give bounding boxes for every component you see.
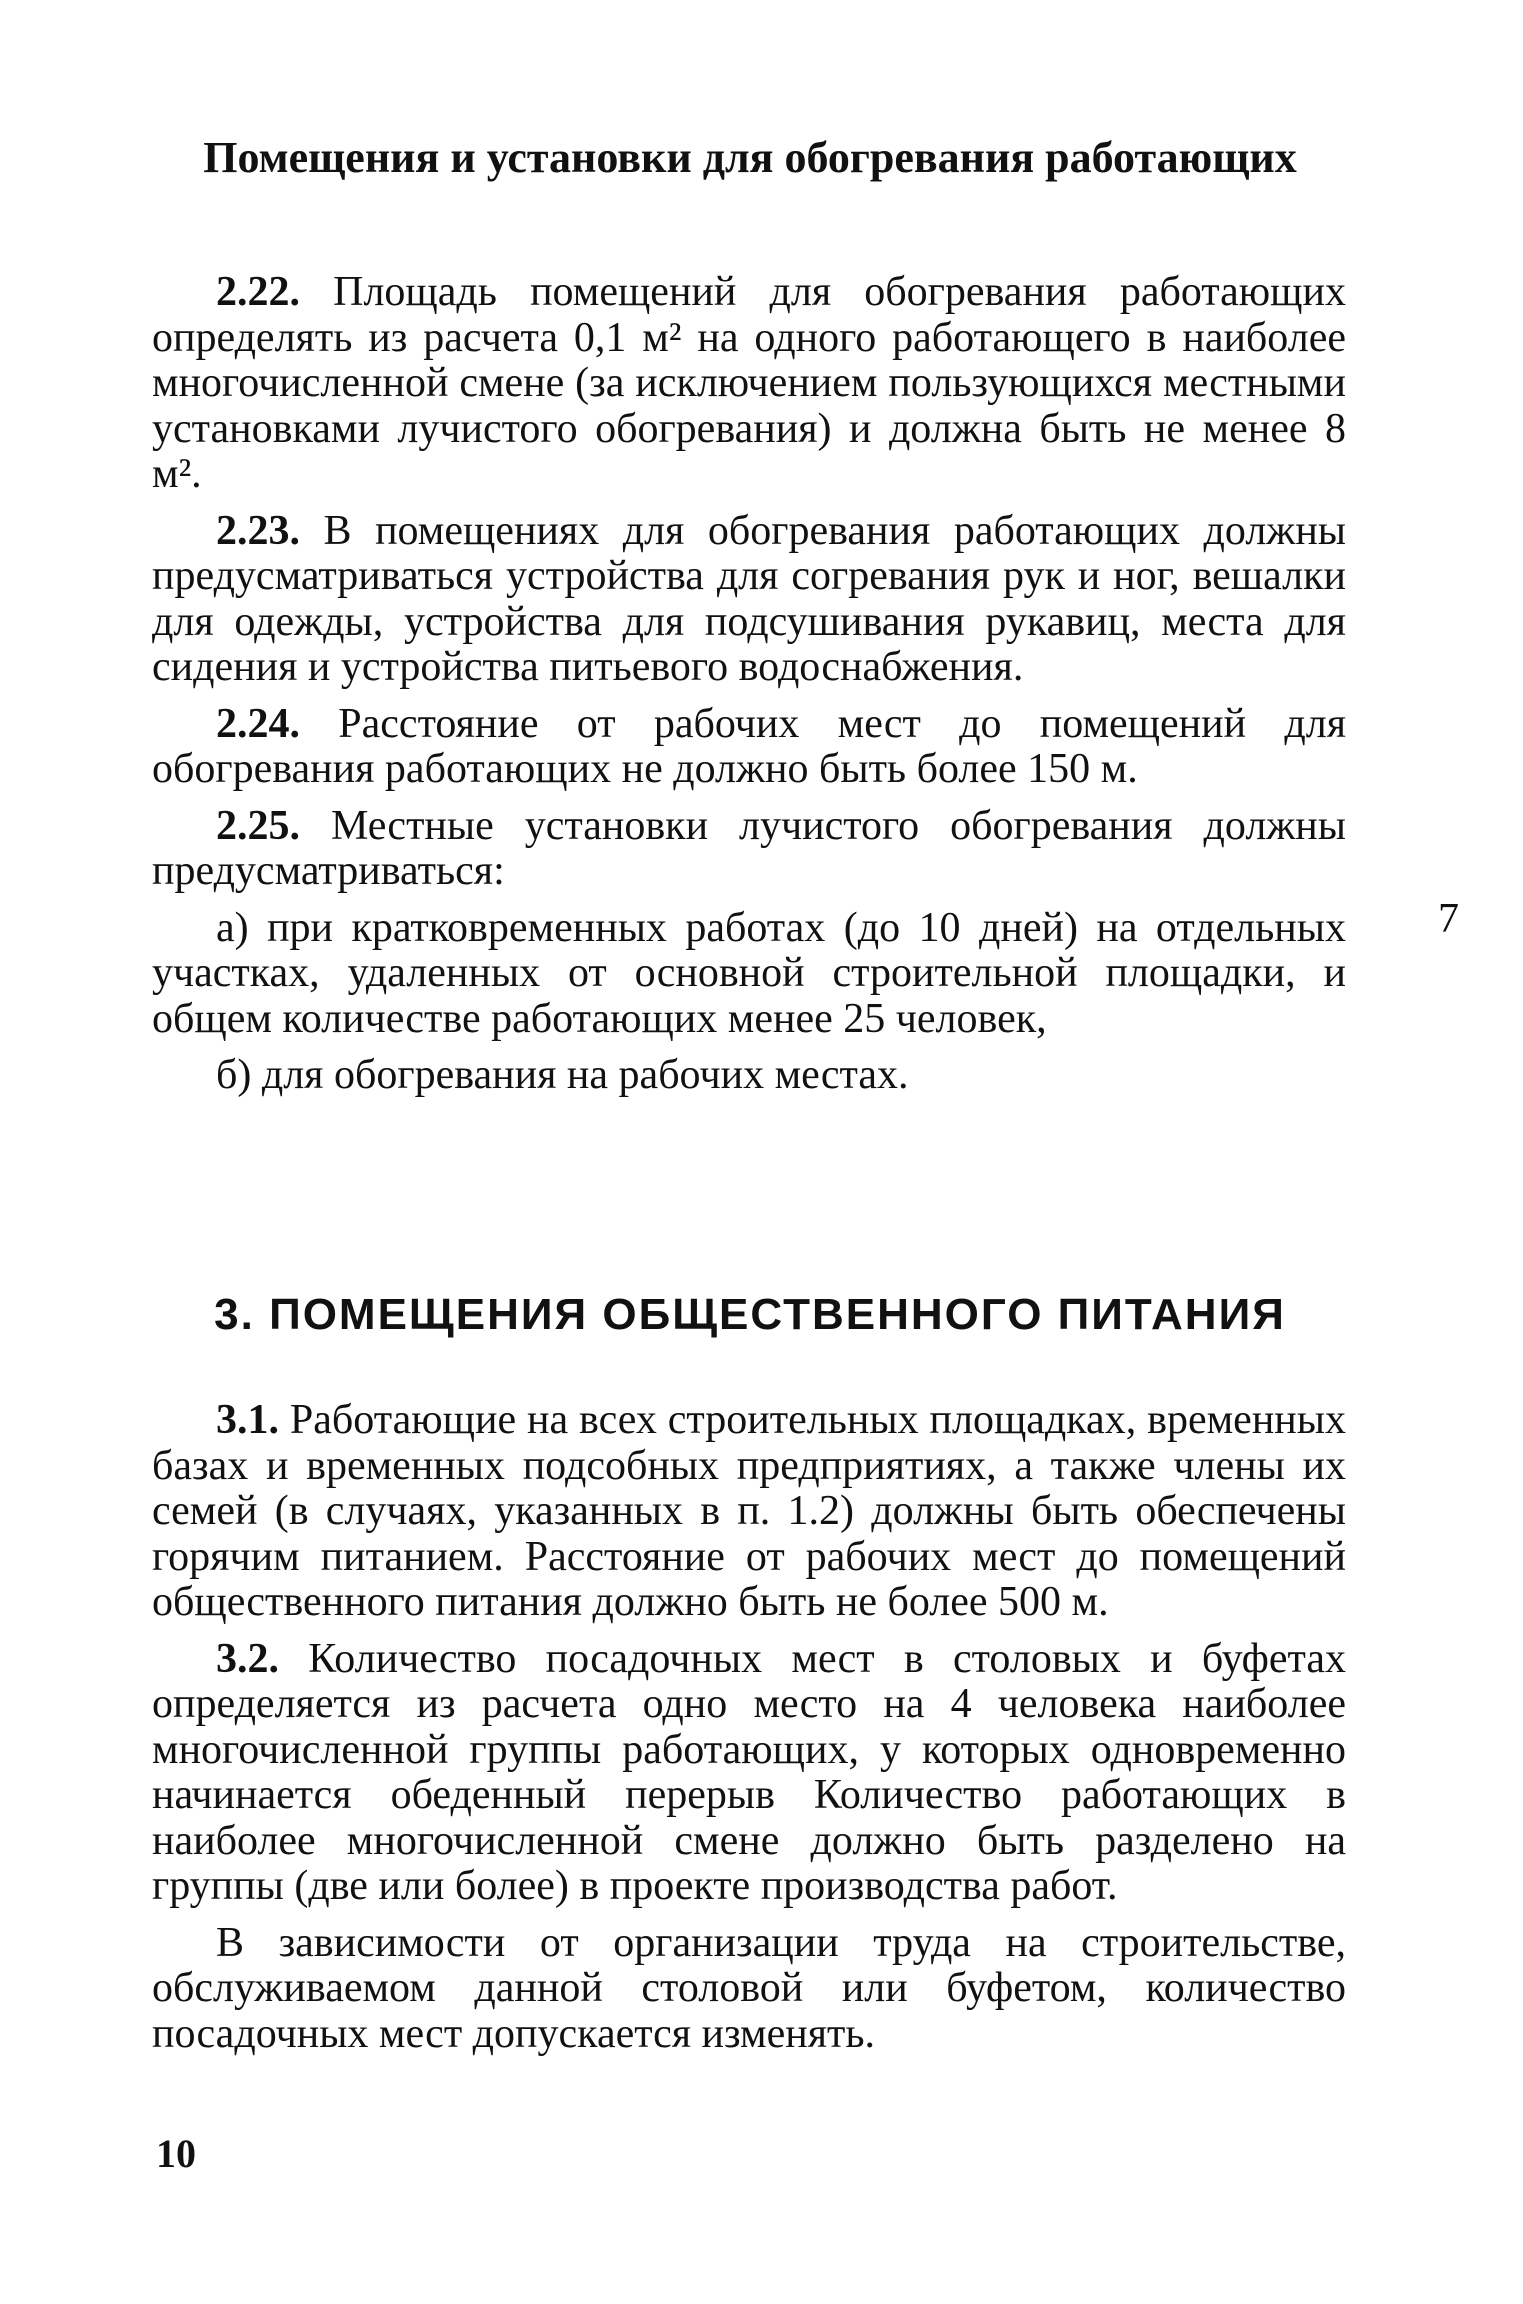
page-number: 10 bbox=[156, 2131, 196, 2176]
list-item-b: б) для обогревания на рабочих местах. bbox=[216, 1052, 909, 1098]
section-title: 3. ПОМЕЩЕНИЯ ОБЩЕСТВЕННОГО ПИТАНИЯ bbox=[214, 1290, 1286, 1339]
section1-body bbox=[152, 270, 1346, 1110]
paragraph-2-22: 2.22. Площадь помещений для обогревания работающих определять из расчета 0,1 м² на одного работающего в наиболее многочисленной смене (за исключением пользующихся местными установками лучистого обогревания) и должна быть не менее 8 м². bbox=[152, 269, 1347, 497]
paragraph-2-24: 2.24. Расстояние от рабочих мест до помещений для обогревания работающих не должно быть более 150 м. bbox=[152, 700, 1347, 792]
paragraph-3-1: 3.1. Работающие на всех строительных площадках, временных базах и временных подсобных предприятиях, а также члены их семей (в случаях, указанных в п. 1.2) должны быть обеспечены горячим питанием. Расстояние от рабочих мест до помещений общественного питания должно быть не более 500 м. bbox=[152, 1397, 1346, 1625]
section3-body bbox=[152, 1398, 1346, 2068]
paragraph-2-25: 2.25. Местные установки лучистого обогревания должны предусматриваться: bbox=[152, 802, 1347, 894]
margin-number: 7 bbox=[1438, 896, 1459, 942]
paragraph-3-2: 3.2. Количество посадочных мест в столовых и буфетах определяется из расчета одно место на 4 человека наиболее многочисленной группы работающих, у которых одновременно начинается обеденный перерыв Количество работающих в наиболее многочисленной смене должно быть разделено на группы (две или более) в проекте производства работ. bbox=[152, 1635, 1346, 1909]
list-item-a: а) при кратковременных работах (до 10 дней) на отдельных участках, удаленных от основной строительной площадки, и общем количестве работающих менее 25 человек, bbox=[152, 904, 1346, 1042]
section-heading: Помещения и установки для обогревания работающих bbox=[203, 133, 1297, 182]
paragraph-2-23: 2.23. В помещениях для обогревания работающих должны предусматриваться устройства для согревания рук и ног, вешалки для одежды, устройства для подсушивания рукавиц, места для сидения и устройства питьевого водоснабжения. bbox=[152, 507, 1347, 690]
paragraph-3-3: В зависимости от организации труда на строительстве, обслуживаемом данной столовой или буфетом, количество посадочных мест допускается изменять. bbox=[152, 1919, 1346, 2057]
